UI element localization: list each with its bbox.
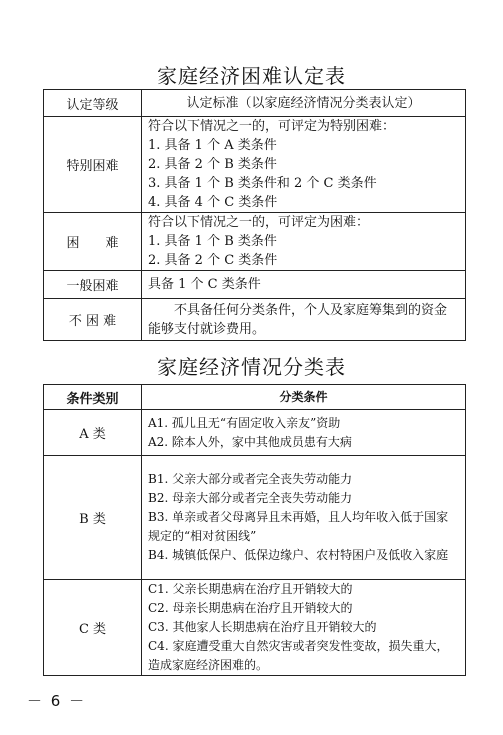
criteria-line: 2. 具备 2 个 B 类条件: [148, 157, 277, 172]
row-conditions: [142, 456, 466, 580]
condition-line: C4. 家庭遭受重大自然灾害或者突发性变故，损失重大，造成家庭经济困难的。: [148, 639, 449, 672]
row-category: B 类: [44, 456, 142, 580]
condition-line: B2. 母亲大部分或者完全丧失劳动能力: [148, 491, 353, 505]
condition-line: A2. 除本人外，家中其他成员患有大病: [148, 434, 352, 449]
table-header-row: [44, 385, 466, 410]
row-category: C 类: [44, 580, 142, 676]
condition-line: C3. 其他家人长期患病在治疗且开销较大的: [148, 620, 377, 634]
row-conditions: [142, 580, 466, 676]
condition-line: B1. 父亲大部分或者完全丧失劳动能力: [148, 472, 353, 486]
table2-title: 家庭经济情况分类表: [157, 355, 346, 379]
condition-line: B3. 单亲或者父母离异且未再婚，且人均年收入低于国家规定的“相对贫困线”: [148, 510, 449, 543]
table-row: [44, 117, 466, 213]
row-conditions: [142, 410, 466, 456]
criteria-line: 具备 1 个 C 类条件: [148, 277, 261, 292]
header-standard: 认定标准（以家庭经济情况分类表认定）: [142, 90, 466, 117]
condition-line: B4. 城镇低保户、低保边缘户、农村特困户及低收入家庭: [148, 548, 449, 562]
row-category: A 类: [44, 410, 142, 456]
table1-title: 家庭经济困难认定表: [157, 64, 346, 88]
family-economic-category-table: [43, 384, 466, 676]
table-row: [44, 271, 466, 299]
criteria-line: 符合以下情况之一的，可评定为困难：: [148, 215, 370, 230]
header-category: 条件类别: [44, 385, 142, 410]
row-level: 一般困难: [44, 271, 142, 299]
header-conditions: 分类条件: [142, 385, 466, 410]
criteria-line: 1. 具备 1 个 A 类条件: [148, 138, 277, 153]
criteria-line: 1. 具备 1 个 B 类条件: [148, 234, 277, 249]
difficulty-level-table: [43, 89, 466, 341]
table-row: [44, 410, 466, 456]
table-header-row: [44, 90, 466, 117]
criteria-line: 符合以下情况之一的，可评定为特别困难：: [148, 119, 396, 134]
table-row: [44, 213, 466, 271]
row-level: 不 困 难: [44, 299, 142, 341]
criteria-line: 不具备任何分类条件，个人及家庭筹集到的资金能够支付就诊费用。: [148, 302, 448, 337]
row-level: 困 难: [44, 213, 142, 271]
table-row: [44, 299, 466, 341]
row-criteria: [142, 299, 466, 341]
condition-line: A1. 孤儿且无“有固定收入亲友”资助: [148, 415, 341, 430]
table-row: [44, 456, 466, 580]
row-criteria: [142, 117, 466, 213]
condition-line: C2. 母亲长期患病在治疗且开销较大的: [148, 601, 353, 615]
row-level: 特别困难: [44, 117, 142, 213]
table-row: [44, 580, 466, 676]
header-level: 认定等级: [44, 90, 142, 117]
criteria-line: 4. 具备 4 个 C 类条件: [148, 195, 278, 210]
page-number: － 6 －: [27, 692, 87, 710]
condition-line: C1. 父亲长期患病在治疗且开销较大的: [148, 582, 353, 596]
criteria-line: 3. 具备 1 个 B 类条件和 2 个 C 类条件: [148, 176, 377, 191]
criteria-line: 2. 具备 2 个 C 类条件: [148, 253, 278, 268]
row-criteria: [142, 271, 466, 299]
row-criteria: [142, 213, 466, 271]
